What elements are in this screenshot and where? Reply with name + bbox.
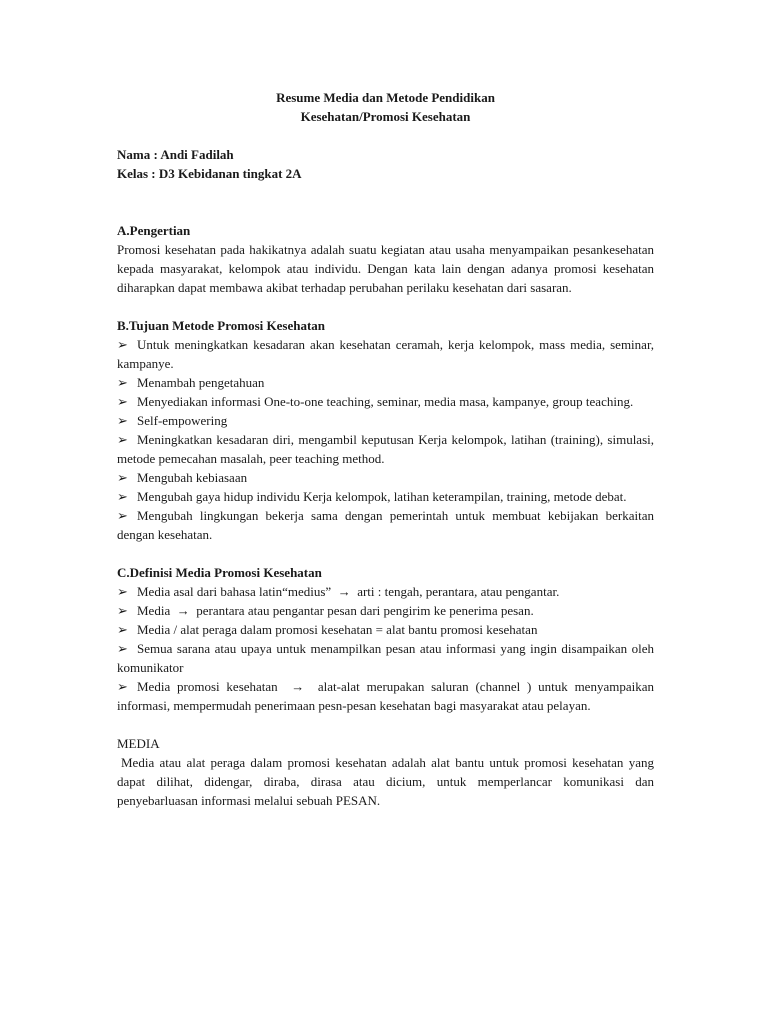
list-item xyxy=(117,677,654,715)
definisi-list xyxy=(117,582,654,715)
tujuan-list xyxy=(117,335,654,544)
arrowhead-bullet-icon: ➢ xyxy=(117,679,128,694)
list-item xyxy=(117,506,654,544)
arrowhead-bullet-icon: ➢ xyxy=(117,375,128,390)
list-item-text: perantara atau pengantar pesan dari pengirim ke penerima pesan. xyxy=(196,603,534,618)
list-item-text: Menambah pengetahuan xyxy=(137,375,265,390)
list-item-text: Semua sarana atau upaya untuk menampilkan pesan atau informasi yang ingin disampaikan oleh komunikator xyxy=(117,641,654,675)
list-item xyxy=(117,601,654,620)
right-arrow-icon: → xyxy=(337,584,351,599)
list-item xyxy=(117,373,654,392)
list-item-text: Mengubah lingkungan bekerja sama dengan pemerintah untuk membuat kebijakan berkaitan dengan kesehatan. xyxy=(117,508,654,542)
list-item-text: Media promosi kesehatan xyxy=(137,679,278,694)
arrowhead-bullet-icon: ➢ xyxy=(117,622,128,637)
list-item xyxy=(117,411,654,430)
list-item-text: Untuk meningkatkan kesadaran akan kesehatan ceramah, kerja kelompok, mass media, seminar, kampanye. xyxy=(117,337,654,371)
list-item-text: Self-empowering xyxy=(137,413,228,428)
arrowhead-bullet-icon: ➢ xyxy=(117,508,128,523)
arrowhead-bullet-icon: ➢ xyxy=(117,413,128,428)
section-heading: A.Pengertian xyxy=(117,223,191,238)
title-line-1: Resume Media dan Metode Pendidikan xyxy=(276,90,495,105)
arrowhead-bullet-icon: ➢ xyxy=(117,603,128,618)
list-item-text: Mengubah gaya hidup individu Kerja kelompok, latihan keterampilan, training, metode debat. xyxy=(137,489,627,504)
list-item-text: Menyediakan informasi One-to-one teaching, seminar, media masa, kampanye, group teaching. xyxy=(137,394,634,409)
right-arrow-icon: → xyxy=(291,679,305,694)
section-paragraph: Media atau alat peraga dalam promosi kesehatan adalah alat bantu untuk promosi kesehatan yang dapat dilihat, didengar, diraba, dirasa atau dicium, untuk memperlancar komunikasi dan penyebarluasan informasi melalui sebuah PESAN. xyxy=(117,755,654,808)
right-arrow-icon: → xyxy=(176,603,190,618)
section-heading: B.Tujuan Metode Promosi Kesehatan xyxy=(117,318,326,333)
author-class: Kelas : D3 Kebidanan tingkat 2A xyxy=(117,166,302,181)
list-item xyxy=(117,620,654,639)
list-item xyxy=(117,639,654,677)
list-item xyxy=(117,335,654,373)
list-item-text: alat-alat merupakan saluran (channel ) untuk menyampaikan informasi, mempermudah penerimaan pesn-pesan kesehatan bagi masyarakat atau pelayan. xyxy=(117,679,654,713)
list-item-text: Media xyxy=(137,603,171,618)
section-pengertian xyxy=(117,221,654,297)
section-tujuan xyxy=(117,316,654,544)
list-item-text: Media asal dari bahasa latin“medius” xyxy=(137,584,332,599)
list-item-text: Meningkatkan kesadaran diri, mengambil keputusan Kerja kelompok, latihan (training), simulasi, metode pemecahan masalah, peer teaching method. xyxy=(117,432,654,466)
list-item xyxy=(117,582,654,601)
section-definisi-media xyxy=(117,563,654,715)
list-item-text: Mengubah kebiasaan xyxy=(137,470,248,485)
section-heading: C.Definisi Media Promosi Kesehatan xyxy=(117,565,322,580)
document-title xyxy=(117,88,654,126)
arrowhead-bullet-icon: ➢ xyxy=(117,394,128,409)
list-item xyxy=(117,468,654,487)
arrowhead-bullet-icon: ➢ xyxy=(117,584,128,599)
arrowhead-bullet-icon: ➢ xyxy=(117,432,128,447)
section-paragraph: Promosi kesehatan pada hakikatnya adalah suatu kegiatan atau usaha menyampaikan pesankesehatan kepada masyarakat, kelompok atau individu. Dengan kata lain dengan adanya promosi kesehatan diharapkan dapat membawa akibat terhadap perubahan perilaku kesehatan dari sasaran. xyxy=(117,242,654,295)
section-media xyxy=(117,734,654,810)
list-item xyxy=(117,392,654,411)
arrowhead-bullet-icon: ➢ xyxy=(117,337,128,352)
list-item-text: Media / alat peraga dalam promosi kesehatan = alat bantu promosi kesehatan xyxy=(137,622,538,637)
document-page xyxy=(117,88,654,810)
arrowhead-bullet-icon: ➢ xyxy=(117,489,128,504)
arrowhead-bullet-icon: ➢ xyxy=(117,641,128,656)
list-item-text: arti : tengah, perantara, atau pengantar. xyxy=(357,584,560,599)
author-info xyxy=(117,145,654,183)
section-heading: MEDIA xyxy=(117,736,160,751)
list-item xyxy=(117,430,654,468)
author-name: Nama : Andi Fadilah xyxy=(117,147,234,162)
arrowhead-bullet-icon: ➢ xyxy=(117,470,128,485)
title-line-2: Kesehatan/Promosi Kesehatan xyxy=(300,109,471,124)
list-item xyxy=(117,487,654,506)
